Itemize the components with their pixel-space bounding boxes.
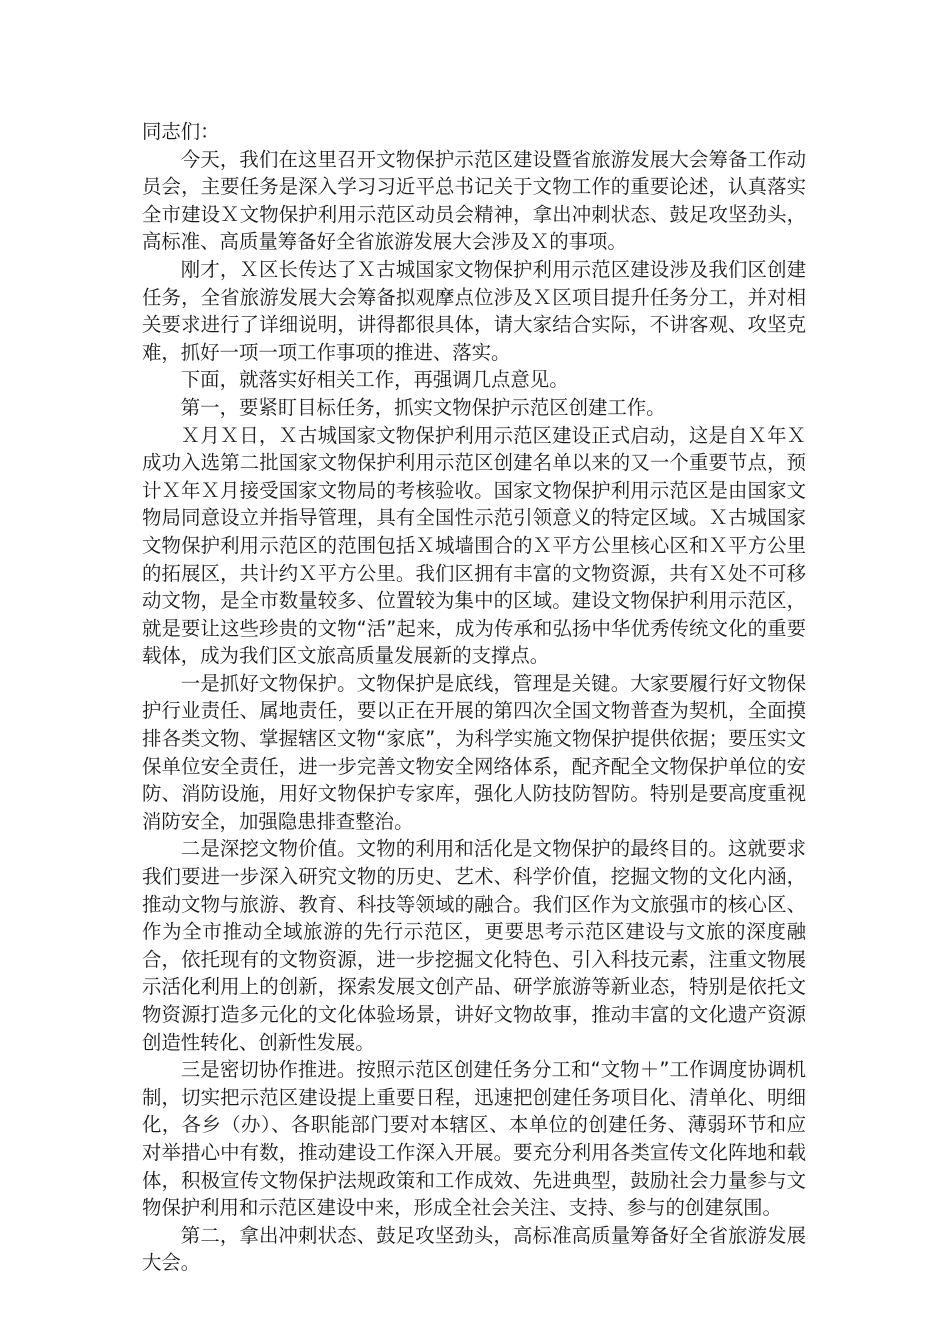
paragraph-opening: 今天，我们在这里召开文物保护示范区建设暨省旅游发展大会筹备工作动员会，主要任务是深入学习习近平总书记关于文物工作的重要论述，认真落实全市建设Ｘ文物保护利用示范区动员会精神，拿出冲刺状态、鼓足攻坚劲头，高标准、高质量筹备好全省旅游发展大会涉及Ｘ的事项。: [142, 147, 806, 254]
document-page: [142, 118, 806, 1277]
section-heading-first: 第一，要紧盯目标任务，抓实文物保护示范区创建工作。: [180, 395, 666, 419]
section-heading-second: 第二，拿出冲刺状态、鼓足攻坚劲头，高标准高质量筹备好全省旅游发展大会。: [142, 1223, 806, 1275]
paragraph-briefing: 刚才，Ｘ区长传达了Ｘ古城国家文物保护利用示范区建设涉及我们区创建任务，全省旅游发展大会筹备拟观摩点位涉及Ｘ区项目提升任务分工，并对相关要求进行了详细说明，讲得都很具体，请大家结合实际，不讲客观、攻坚克难，抓好一项一项工作事项的推进、落实。: [142, 257, 806, 364]
paragraph-cooperation: 三是密切协作推进。按照示范区创建任务分工和“文物＋”工作调度协调机制，切实把示范区建设提上重要日程，迅速把创建任务项目化、清单化、明细化，各乡（办）、各职能部门要对本辖区、本单位的创建任务、薄弱环节和应对举措心中有数，推动建设工作深入开展。要充分利用各类宣传文化阵地和载体，积极宣传文物保护法规政策和工作成效、先进典型，鼓励社会力量参与文物保护利用和示范区建设中来，形成全社会关注、支持、参与的创建氛围。: [142, 1058, 806, 1220]
salutation: 同志们：: [142, 120, 220, 143]
paragraph-transition: 下面，就落实好相关工作，再强调几点意见。: [180, 368, 569, 392]
paragraph-demonstration-zone: Ｘ月Ｘ日，Ｘ古城国家文物保护利用示范区建设正式启动，这是自Ｘ年Ｘ成功入选第二批国家文物保护利用示范区创建名单以来的又一个重要节点，预计Ｘ年Ｘ月接受国家文物局的考核验收。国家文物保护利用示范区是由国家文物局同意设立并指导管理，具有全国性示范引领意义的特定区域。Ｘ古城国家文物保护利用示范区的范围包括Ｘ城墙围合的Ｘ平方公里核心区和Ｘ平方公里的拓展区，共计约Ｘ平方公里。我们区拥有丰富的文物资源，共有Ｘ处不可移动文物，是全市数量较多、位置较为集中的区域。建设文物保护利用示范区，就是要让这些珍贵的文物“活”起来，成为传承和弘扬中华优秀传统文化的重要载体，成为我们区文旅高质量发展新的支撑点。: [142, 423, 806, 668]
paragraph-protection: 一是抓好文物保护。文物保护是底线，管理是关键。大家要履行好文物保护行业责任、属地责任，要以正在开展的第四次全国文物普查为契机，全面摸排各类文物、掌握辖区文物“家底”，为科学实施文物保护提供依据；要压实文保单位安全责任，进一步完善文物安全网络体系，配齐配全文物保护单位的安防、消防设施，用好文物保护专家库，强化人防技防智防。特别是要高度重视消防安全，加强隐患排查整治。: [142, 671, 806, 833]
paragraph-value: 二是深挖文物价值。文物的利用和活化是文物保护的最终目的。这就要求我们要进一步深入研究文物的历史、艺术、科学价值，挖掘文物的文化内涵，推动文物与旅游、教育、科技等领域的融合。我们区作为文旅强市的核心区、作为全市推动全域旅游的先行示范区，更要思考示范区建设与文旅的深度融合，依托现有的文物资源，进一步挖掘文化特色、引入科技元素，注重文物展示活化利用上的创新，探索发展文创产品、研学旅游等新业态，特别是依托文物资源打造多元化的文化体验场景，讲好文物故事，推动丰富的文化遗产资源创造性转化、创新性发展。: [142, 837, 806, 1054]
